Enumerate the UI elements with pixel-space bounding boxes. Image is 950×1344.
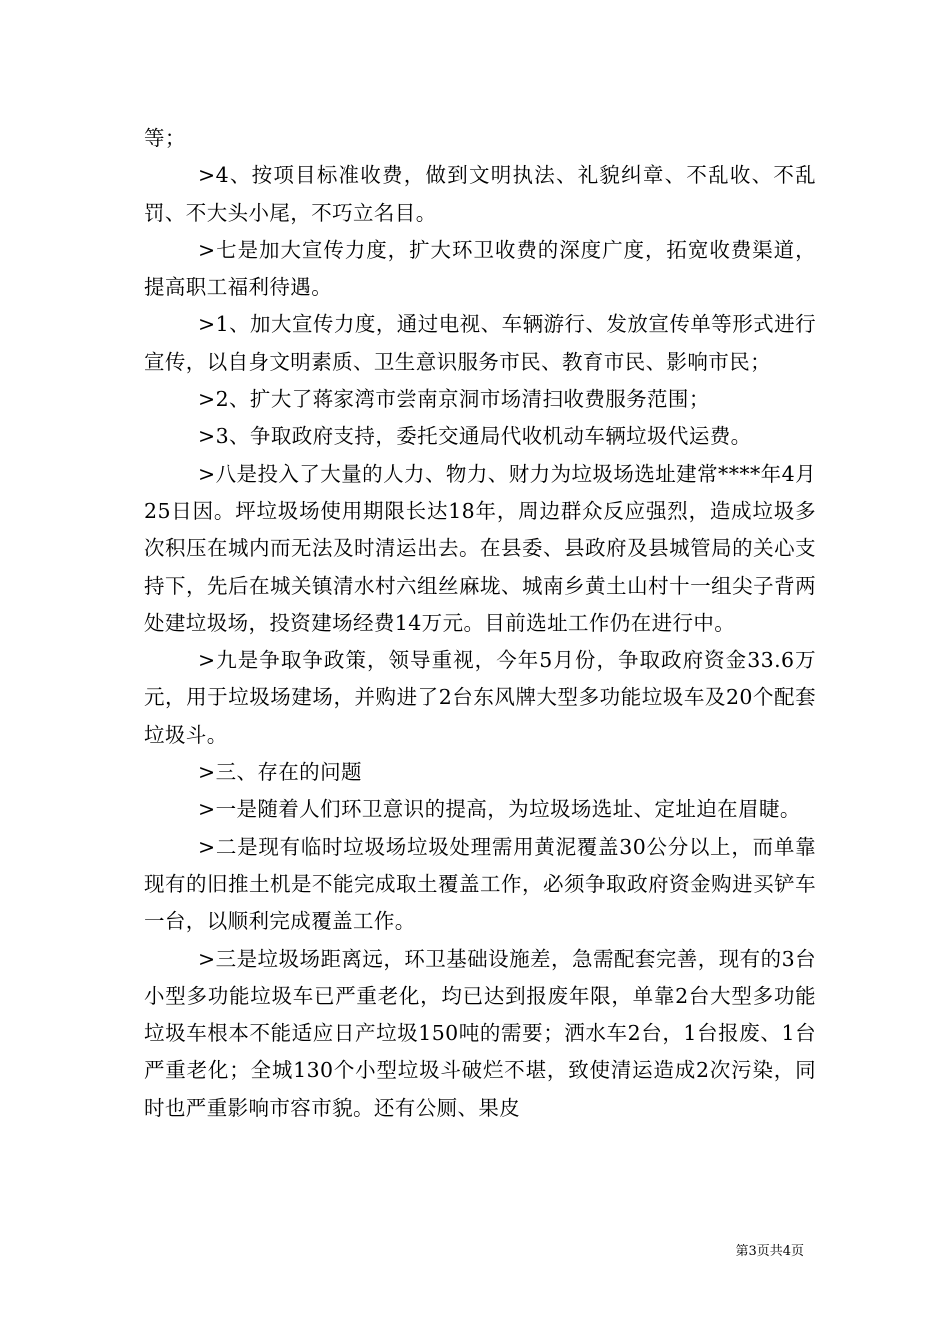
paragraph: >3、争取政府支持，委托交通局代收机动车辆垃圾代运费。 (198, 424, 752, 449)
paragraph: >一是随着人们环卫意识的提高，为垃圾场选址、定址迫在眉睫。 (198, 797, 801, 822)
paragraph: >二是现有临时垃圾场垃圾处理需用黄泥覆盖30公分以上，而单靠现有的旧推土机是不能完成取土覆盖工作，必须争取政府资金购进买铲车一台，以顺利完成覆盖工作。 (144, 834, 816, 934)
paragraph: >1、加大宣传力度，通过电视、车辆游行、发放宣传单等形式进行宣传，以自身文明素质、卫生意识服务市民、教育市民、影响市民； (144, 312, 816, 374)
page-number: 第3页共4页 (735, 1244, 804, 1259)
paragraph: >4、按项目标准收费，做到文明执法、礼貌纠章、不乱收、不乱罚、不大头小尾，不巧立名目。 (144, 163, 816, 225)
paragraph: >九是争取争政策，领导重视，今年5月份，争取政府资金33.6万元，用于垃圾场建场，并购进了2台东风牌大型多功能垃圾车及20个配套垃圾斗。 (144, 648, 816, 747)
paragraph: >三是垃圾场距离远，环卫基础设施差，急需配套完善，现有的3台小型多功能垃圾车已严重老化，均已达到报废年限，单靠2台大型多功能垃圾车根本不能适应日产垃圾150吨的需要；洒水车2台，1台报废、1台严重老化；全城130个小型垃圾斗破烂不堪，致使清运造成2次污染，同时也严重影响市容市貌。还有公厕、果皮 (144, 946, 816, 1120)
section-heading: >三、存在的问题 (198, 760, 362, 785)
paragraph: 等； (144, 126, 186, 150)
paragraph: >八是投入了大量的人力、物力、财力为垃圾场选址建常****年4月25日因。坪垃圾场使用期限长达18年，周边群众反应强烈，造成垃圾多次积压在城内而无法及时清运出去。在县委、县政府及县城管局的关心支持下，先后在城关镇清水村六组丝麻垅、城南乡黄土山村十一组尖子背两处建垃圾场，投资建场经费14万元。目前选址工作仍在进行中。 (144, 461, 816, 635)
document-body (144, 120, 816, 1127)
paragraph: >七是加大宣传力度，扩大环卫收费的深度广度，拓宽收费渠道，提高职工福利待遇。 (144, 237, 816, 300)
paragraph: >2、扩大了蒋家湾市尝南京洞市场清扫收费服务范围； (198, 387, 710, 412)
